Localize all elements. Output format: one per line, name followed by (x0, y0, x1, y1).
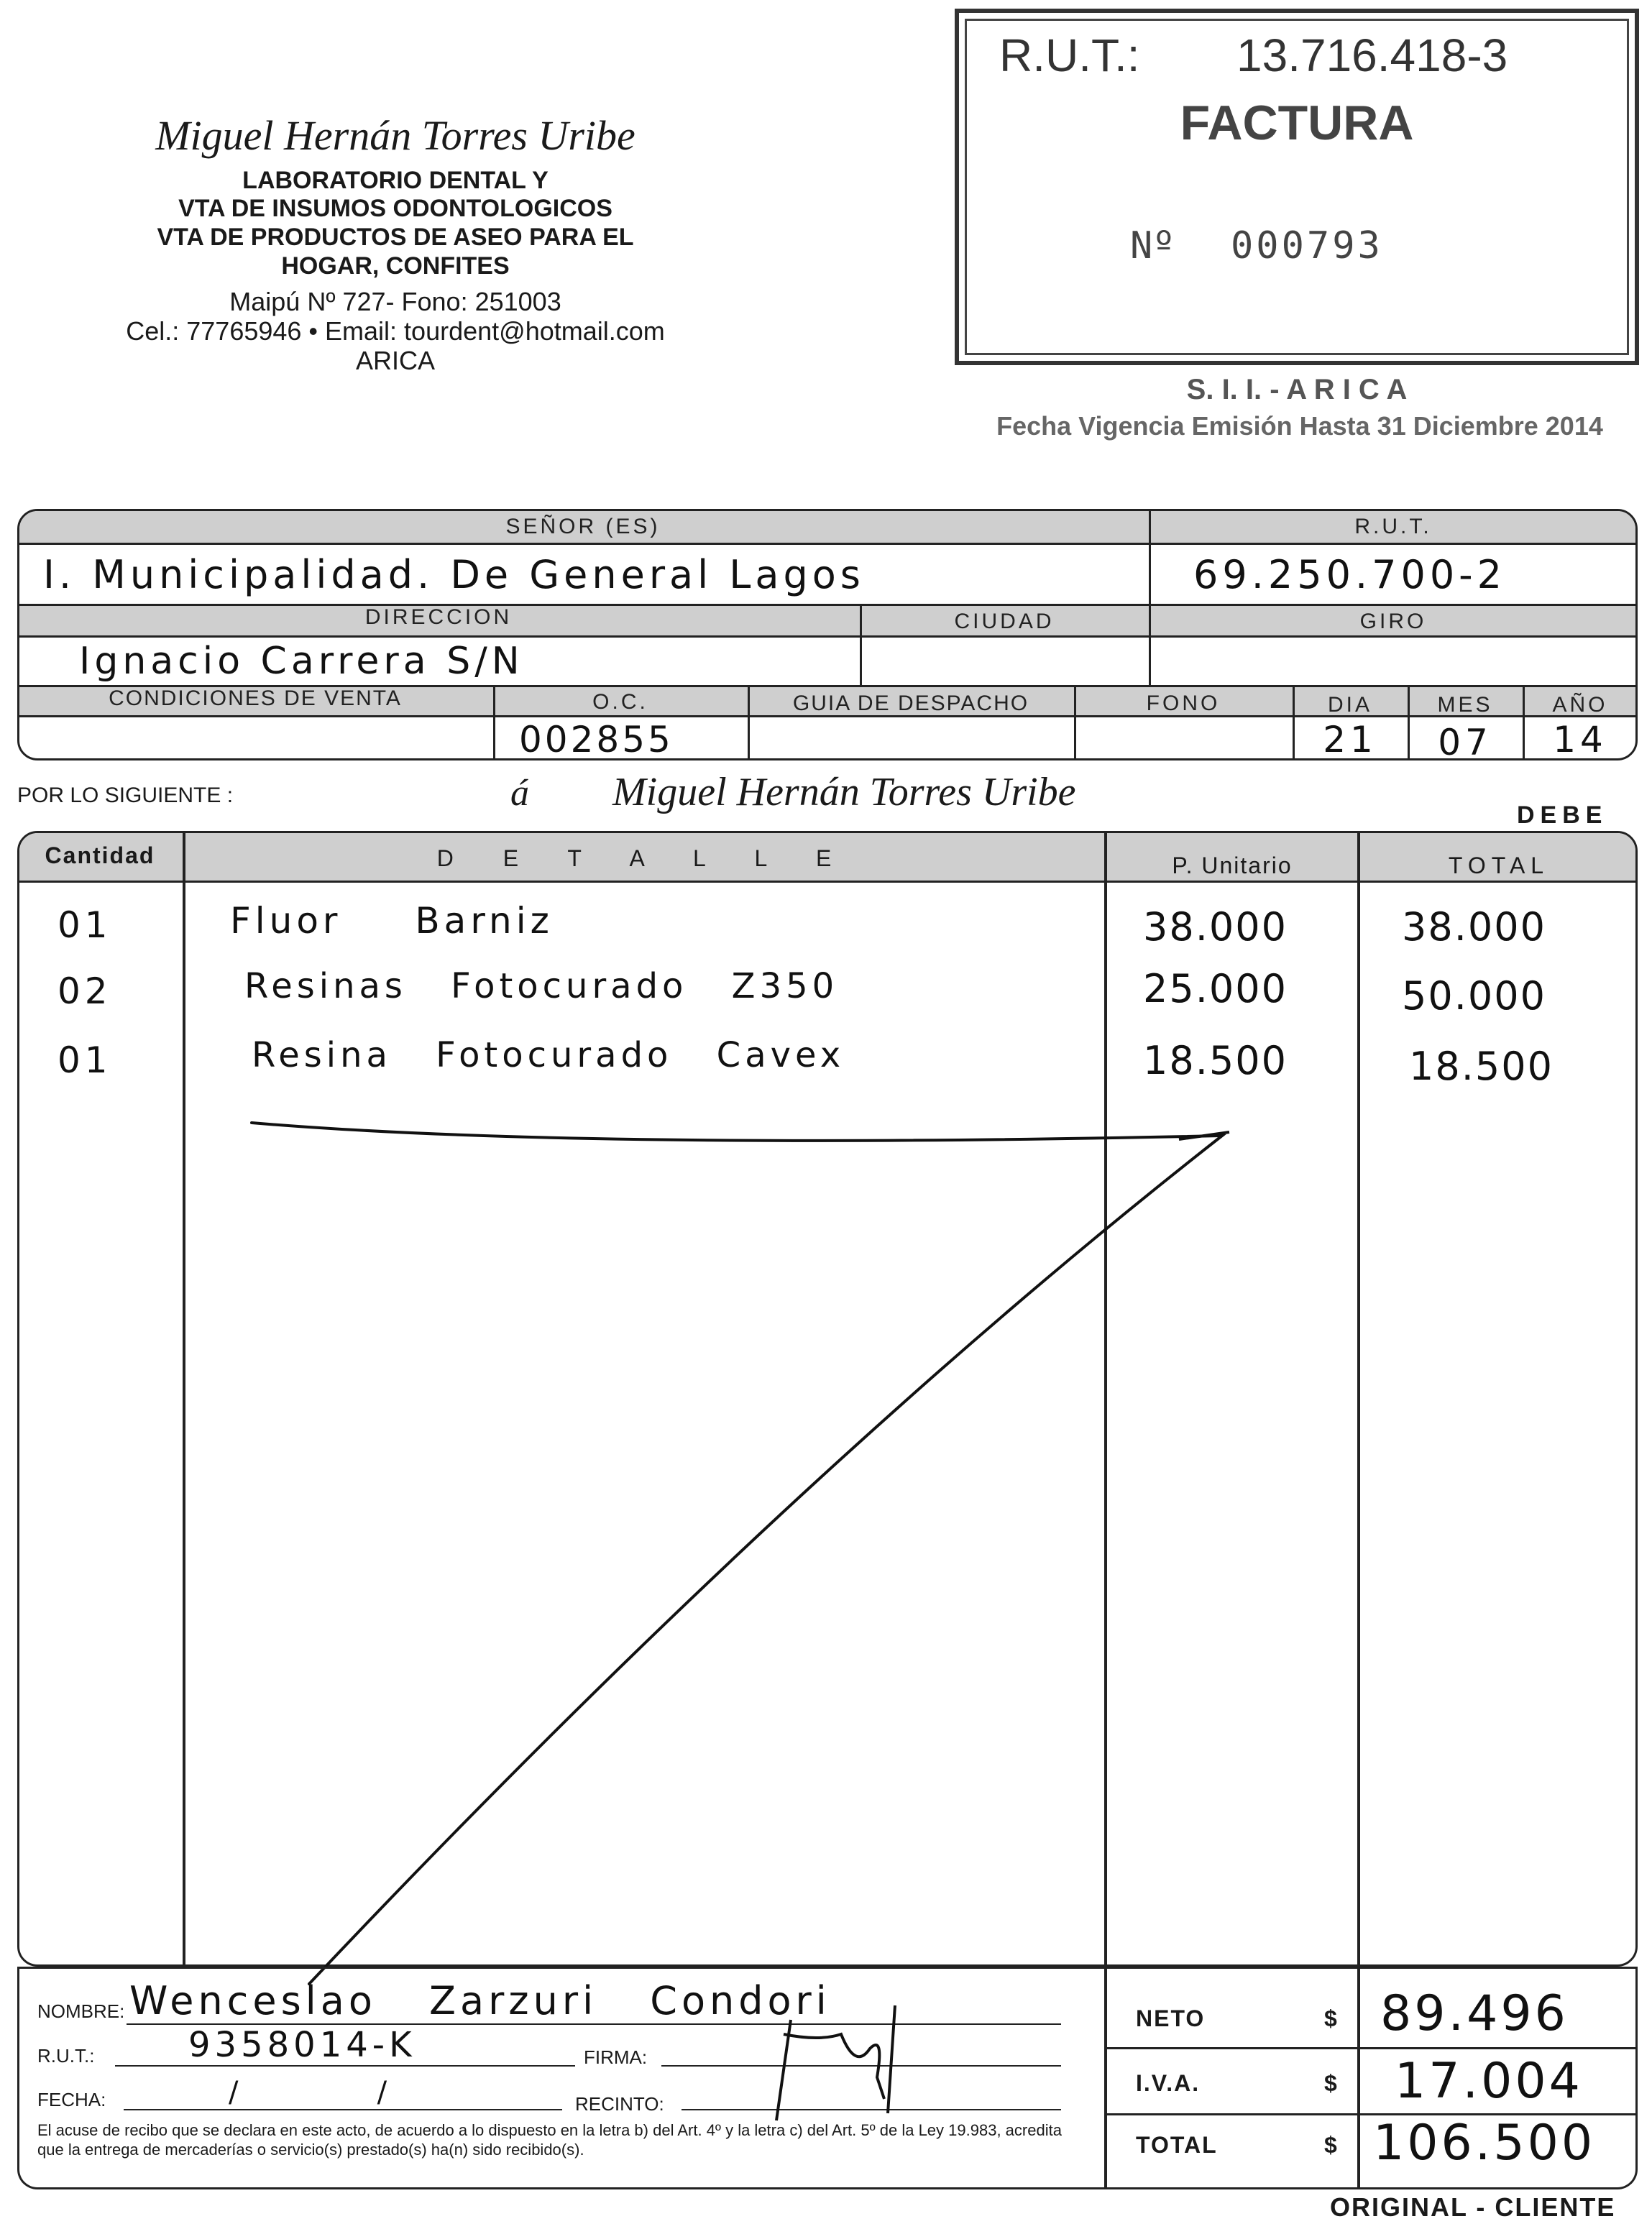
total-label: TOTAL (1136, 2132, 1218, 2158)
issuer-name: Miguel Hernán Torres Uribe (155, 112, 635, 159)
issuer-line-1: LABORATORIO DENTAL Y (242, 167, 549, 194)
doc-number-label: Nº (1130, 224, 1175, 267)
mes-value: 07 (1438, 722, 1492, 763)
anio-value: 14 (1553, 719, 1607, 760)
table-row-1-detail: Fluor Barniz (230, 900, 554, 942)
neto-label: NETO (1136, 2005, 1206, 2031)
neto-value: 89.496 (1380, 1985, 1569, 2042)
table-row-3-unit: 18.500 (1143, 1038, 1288, 1083)
por-lo-siguiente: POR LO SIGUIENTE : (17, 783, 234, 807)
issuer-line-3: VTA DE PRODUCTOS DE ASEO PARA EL (157, 224, 634, 251)
issuer-line-2: VTA DE INSUMOS ODONTOLOGICOS (178, 195, 612, 222)
recinto-label: RECINTO: (575, 2093, 664, 2115)
rut-receipt-label: R.U.T.: (37, 2045, 95, 2067)
fecha-label: FECHA: (37, 2089, 106, 2110)
header-cantidad: Cantidad (45, 842, 155, 868)
mes-label: MES (1437, 693, 1493, 717)
direccion-value: Ignacio Carrera S/N (79, 640, 524, 683)
table-row-3-detail: Resina Fotocurado Cavex (252, 1035, 845, 1075)
rut-customer-value: 69.250.700-2 (1193, 552, 1507, 597)
total-currency: $ (1324, 2132, 1337, 2158)
signature (762, 1991, 927, 2128)
rut-label: R.U.T.: (999, 29, 1140, 81)
header-unitario: P. Unitario (1172, 852, 1293, 878)
table-row-1-total: 38.000 (1402, 904, 1546, 950)
nombre-value: Wenceslao Zarzuri Condori (129, 1978, 831, 2023)
doc-number: 000793 (1231, 224, 1383, 267)
fono-label: FONO (1146, 691, 1221, 715)
direccion-label: DIRECCION (364, 605, 513, 629)
dia-label: DIA (1327, 693, 1372, 717)
header-detalle: D E T A L L E (436, 845, 853, 871)
condiciones-label: CONDICIONES DE VENTA (109, 686, 402, 710)
guia-label: GUIA DE DESPACHO (792, 691, 1029, 715)
header-total: TOTAL (1448, 852, 1550, 878)
anio-label: AÑO (1552, 693, 1608, 717)
legal-text: El acuse de recibo que se declara en este acto, de acuerdo a lo dispuesto en la letra b) del Art. 4º y la letra c) del Art. 5º de la Ley 19.983, acredita que la entrega de mercaderías o servicio(s) prestado(s) ha(n) sido recibido(s). (37, 2121, 1062, 2159)
nombre-label: NOMBRE: (37, 2000, 125, 2022)
debe-a: á (510, 773, 529, 814)
rut-value: 13.716.418-3 (1236, 29, 1508, 81)
sii-validity: Fecha Vigencia Emisión Hasta 31 Diciembre 2014 (996, 411, 1603, 441)
giro-label: GIRO (1359, 610, 1427, 633)
dia-value: 21 (1323, 719, 1377, 760)
table-row-2-unit: 25.000 (1143, 966, 1288, 1011)
table-row-2-total: 50.000 (1402, 973, 1546, 1019)
rut-receipt-value: 9358014-K (188, 2025, 416, 2065)
table-row-3-qty: 01 (58, 1039, 112, 1081)
iva-value: 17.004 (1395, 2053, 1583, 2110)
debe-label: DEBE (1517, 801, 1608, 829)
total-value: 106.500 (1373, 2115, 1596, 2171)
iva-label: I.V.A. (1136, 2070, 1201, 2096)
issuer-city: ARICA (355, 346, 436, 375)
issuer-address: Maipú Nº 727- Fono: 251003 (229, 287, 561, 316)
table-row-3-total: 18.500 (1409, 1044, 1554, 1089)
ciudad-label: CIUDAD (954, 610, 1055, 633)
firma-label: FIRMA: (584, 2046, 648, 2068)
oc-value: 002855 (519, 719, 674, 760)
senor-value: I. Municipalidad. De General Lagos (43, 552, 865, 597)
table-row-2-detail: Resinas Fotocurado Z350 (244, 966, 839, 1006)
fecha-value: / / (229, 2076, 392, 2109)
issuer-contact: Cel.: 77765946 • Email: tourdent@hotmail.com (126, 316, 665, 346)
doc-type: FACTURA (1180, 96, 1414, 150)
oc-label: O.C. (592, 690, 648, 714)
footer-copy-label: ORIGINAL - CLIENTE (1330, 2192, 1616, 2222)
table-row-1-qty: 01 (58, 904, 112, 946)
neto-currency: $ (1324, 2005, 1337, 2031)
iva-currency: $ (1324, 2070, 1337, 2096)
rut-customer-label: R.U.T. (1354, 515, 1432, 538)
table-row-2-qty: 02 (58, 970, 112, 1012)
debe-name: Miguel Hernán Torres Uribe (612, 770, 1076, 814)
sii-office: S. I. I. - A R I C A (1186, 374, 1408, 405)
issuer-line-4: HOGAR, CONFITES (281, 252, 510, 280)
senor-label: SEÑOR (ES) (505, 515, 661, 538)
table-row-1-unit: 38.000 (1143, 904, 1288, 950)
